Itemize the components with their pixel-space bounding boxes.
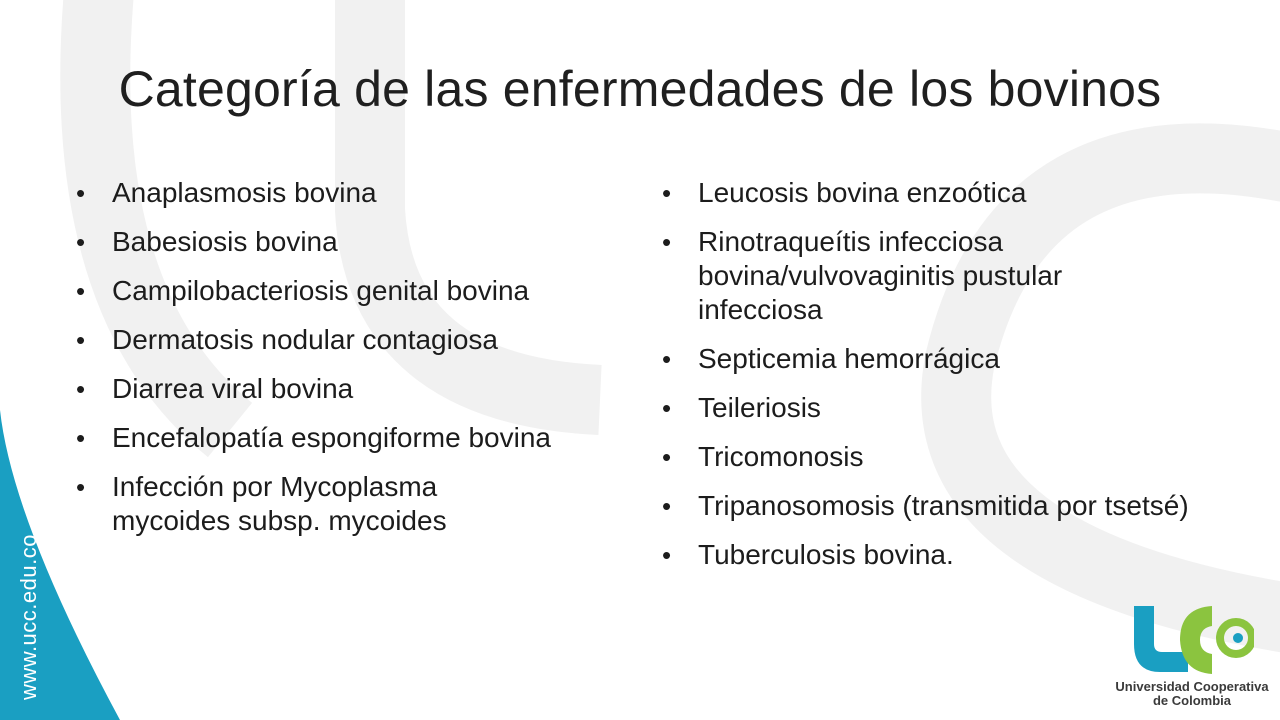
ucc-logo-mark	[1130, 600, 1254, 678]
list-item: • Rinotraqueítis infecciosa bovina/vulvovaginitis pustular infecciosa	[662, 225, 1158, 327]
list-item: • Dermatosis nodular contagiosa	[76, 323, 636, 357]
list-item: • Babesiosis bovina	[76, 225, 636, 259]
list-item: • Diarrea viral bovina	[76, 372, 636, 406]
right-bullet-list	[662, 176, 1202, 587]
list-item: • Leucosis bovina enzoótica	[662, 176, 1202, 210]
left-bullet-list	[76, 176, 636, 553]
ucc-logo	[1112, 600, 1272, 715]
list-item: • Tricomonosis	[662, 440, 1202, 474]
logo-wordmark	[1112, 680, 1272, 708]
list-item: • Encefalopatía espongiforme bovina	[76, 421, 552, 455]
list-item: • Campilobacteriosis genital bovina	[76, 274, 636, 308]
website-url: www.ucc.edu.co	[16, 534, 41, 700]
logo-line-1: Universidad Cooperativa	[1115, 679, 1269, 694]
list-item: • Anaplasmosis bovina	[76, 176, 636, 210]
list-item: • Tuberculosis bovina.	[662, 538, 1202, 572]
list-item: • Infección por Mycoplasma mycoides subsp. mycoides	[76, 470, 552, 538]
list-item: • Teileriosis	[662, 391, 1202, 425]
slide-title: Categoría de las enfermedades de los bovinos	[118, 61, 1162, 117]
list-item: • Septicemia hemorrágica	[662, 342, 1202, 376]
list-item: • Tripanosomosis (transmitida por tsetsé)	[662, 489, 1198, 523]
logo-line-2: de Colombia	[1152, 693, 1231, 708]
